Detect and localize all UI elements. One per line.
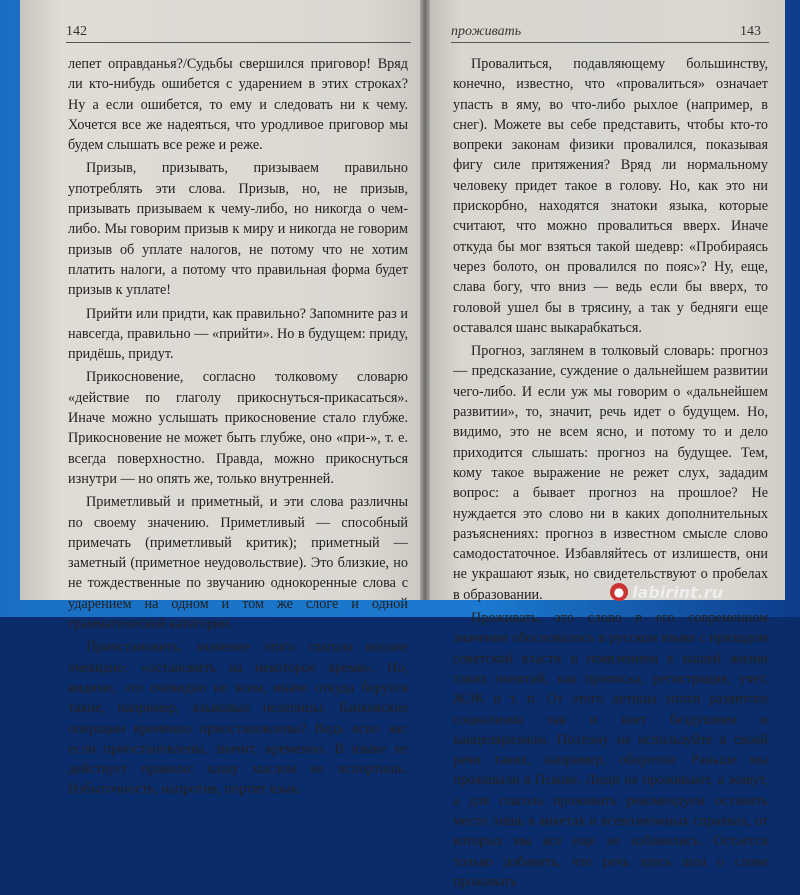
paragraph: Приметливый и приметный, и эти слова различны по своему значению. Приметливый — способный примечать (приметливый критик); приметный — заметный (приметное неудовольствие). Это близкие, но не тождественные по звучанию однокоренные слова с ударением на одном и том же слоге и одной грамматической категории. [68, 494, 408, 633]
paragraph: Приостановить, значение этого глагола вполне очевидно: «остановить на некоторое время». Но, видимо, это очевидно не всем, иначе откуда берутся такие, например, языковые нелепицы: Банковские операции временно приостановлены? Ведь ясно же: если приостановлены, значит, временно. В языке не действует правило: кашу маслом не испортишь. Избыточность, напротив, портит язык. [68, 639, 408, 798]
labirint-logo-icon: ● [610, 583, 628, 601]
left-page-text [68, 54, 408, 803]
paragraph: Проживать, это слово в его современном значении обосновалось в русском языке с приходом советской власти и появлением в нашей жизни таких понятий, как прописка, регистрация, учет, ЖЭК и т. п. От этого детища эпохи развитого социализма так и веет бездушием и канцеляризмом. Поэтому не используйте в своей речи таких, например, оборотов: Раньше мы проживали в Пскове. Люди не проживают, а живут, а для глагола проживать рекомендуем оставить место лишь в анкетах и всевозможных справках, от которых мы все еще не избавились. Остается только добавить, что речь здесь шла о слове проживать [453, 610, 768, 890]
right-header-rule [451, 42, 769, 43]
book-gutter [420, 0, 430, 600]
paragraph: Провалиться, подавляющему большинству, конечно, известно, что «провалиться» означает упасть в яму, во что-либо рыхлое (например, в снег). Можете вы себе представить, чтобы кто-то вопреки законам физики провалился, показывая фигу силе притяжения? Вряд ли нормальному человеку придет такое в голову. Но, как это ни прискорбно, находятся знатоки языка, которые считают, что можно провалиться вверх. Иначе откуда бы мог взяться такой шедевр: «Пробираясь через болото, он провалился по пояс»? Ну, еще, слава богу, что вниз — ведь если бы вверх, то головой ушел бы в трясину, а так у бедняги еще оставался шанс выкарабкаться. [453, 56, 768, 336]
left-page-number: 142 [66, 24, 87, 39]
left-header-rule [66, 42, 411, 43]
left-page [20, 0, 425, 798]
right-page [425, 0, 785, 890]
running-head: проживать [451, 24, 522, 39]
paragraph: Прогноз, заглянем в толковый словарь: прогноз — предсказание, суждение о дальнейшем развитии чего-либо. И если уж мы говорим о «дальнейшем развитии», то, значит, речь идет о будущем. Но, видимо, это не всем ясно, и потому то и дело приходится слышать: прогноз на будущее. Тем, кому такое выражение не режет слух, зададим вопрос: а бывает прогноз на прошлое? Не нуждается это слово ни в каких дополнительных разъяснениях: прогноз в известном смысле слово самодостаточное. Избавляйтесь от излишеств, они не украшают язык, но свидетельствуют о пробелах в образовании. [453, 343, 768, 603]
paragraph: Прикосновение, согласно толковому словарю «действие по глаголу прикоснуться-прикасаться». Иначе можно услышать прикосновение стало глубже. Прикосновение не может быть глубже, оно «при-», т. е. всегда поверхностно. Правда, можно прикоснуться изнутри — но опять же, только внутренней. [68, 369, 408, 487]
right-page-number: 143 [740, 24, 761, 39]
paragraph: Прийти или придти, как правильно? Запомните раз и навсегда, правильно — «прийти». Но в будущем: приду, придёшь, придут. [68, 305, 408, 363]
right-page-text [453, 54, 768, 895]
book-spread [20, 0, 790, 890]
watermark: labirint.ru [632, 583, 723, 602]
paragraph: лепет оправданья?/Судьбы свершился приговор! Вряд ли кто-нибудь ошибется с ударением в этих строках? Ну а если ошибется, то ему и следовать ни к чему. Хочется все же надеяться, что уродливое приговор мы будем слышать все реже и реже. [68, 56, 408, 154]
paragraph: Призыв, призывать, призываем правильно употреблять эти слова. Призыв, но, не призыв, призывать призываем к чему-либо, но никогда о чем-либо. Мы говорим призыв к миру и никогда не говорим призыв об уплате налогов, не потому что не хотим платить налоги, а потому что правильная форма будет призыв к уплате! [68, 160, 408, 299]
